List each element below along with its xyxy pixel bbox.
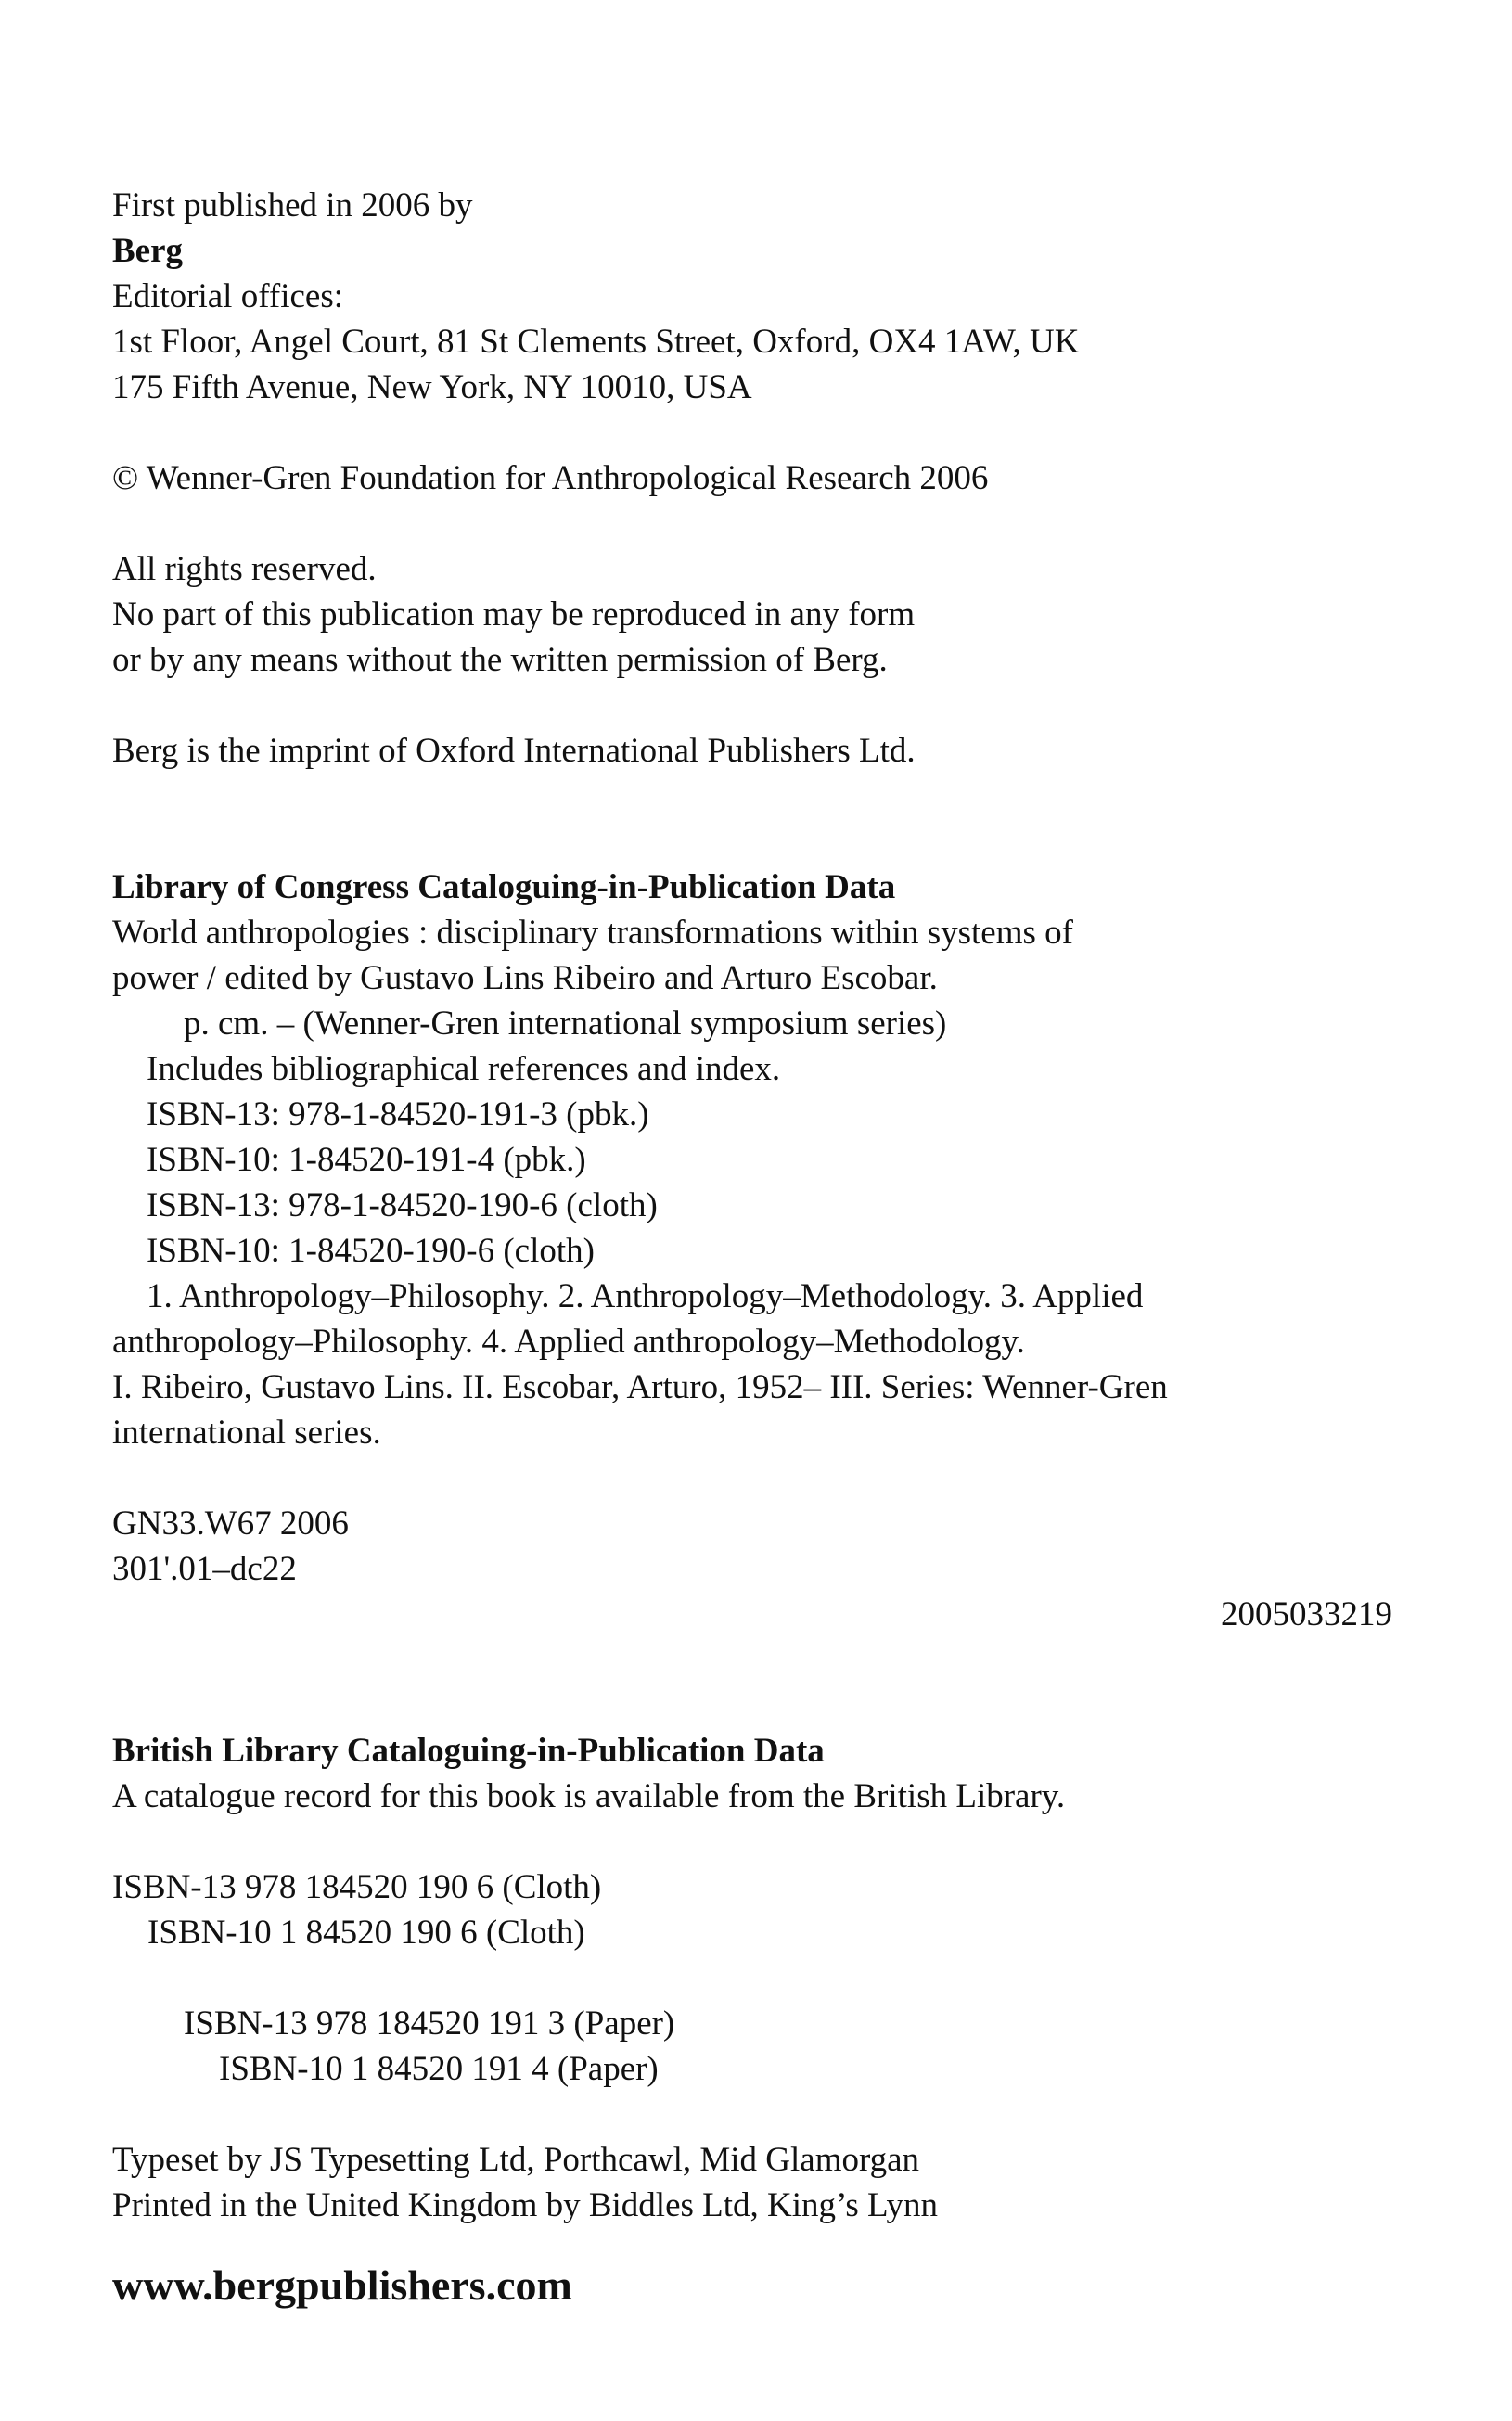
isbn-cloth-13: ISBN-13 978 184520 190 6 (Cloth) xyxy=(112,1868,602,1906)
loc-title-line-2: power / edited by Gustavo Lins Ribeiro and Arturo Escobar. xyxy=(112,959,938,997)
loc-pages-series: p. cm. – (Wenner-Gren international symposium series) xyxy=(184,1005,947,1043)
bl-record-line: A catalogue record for this book is available from the British Library. xyxy=(112,1777,1066,1815)
loc-isbn-line: ISBN-13: 978-1-84520-190-6 (cloth) xyxy=(147,1186,658,1224)
copyright-line: © Wenner-Gren Foundation for Anthropological Research 2006 xyxy=(112,459,989,497)
typeset-line: Typeset by JS Typesetting Ltd, Porthcawl, Mid Glamorgan xyxy=(112,2141,920,2179)
rights-line-3: or by any means without the written permission of Berg. xyxy=(112,641,888,679)
bl-cip-heading: British Library Cataloguing-in-Publication Data xyxy=(112,1732,825,1770)
first-published-line: First published in 2006 by xyxy=(112,186,473,224)
loc-subjects-line-1: 1. Anthropology–Philosophy. 2. Anthropology–Methodology. 3. Applied xyxy=(147,1277,1144,1315)
loc-includes: Includes bibliographical references and index. xyxy=(147,1050,781,1088)
publisher-website-link[interactable]: www.bergpublishers.com xyxy=(112,2261,572,2309)
publisher-name: Berg xyxy=(112,232,184,270)
isbn-paper-10: ISBN-10 1 84520 191 4 (Paper) xyxy=(219,2050,659,2088)
printed-line: Printed in the United Kingdom by Biddles Ltd, King’s Lynn xyxy=(112,2186,939,2224)
address-uk: 1st Floor, Angel Court, 81 St Clements Street, Oxford, OX4 1AW, UK xyxy=(112,323,1080,361)
loc-title-line-1: World anthropologies : disciplinary transformations within systems of xyxy=(112,914,1073,952)
loc-isbn-line: ISBN-10: 1-84520-191-4 (pbk.) xyxy=(147,1141,586,1179)
address-us: 175 Fifth Avenue, New York, NY 10010, USA xyxy=(112,368,752,406)
rights-line-2: No part of this publication may be reproduced in any form xyxy=(112,596,916,634)
isbn-paper-13: ISBN-13 978 184520 191 3 (Paper) xyxy=(184,2005,675,2043)
loc-lccn: 2005033219 xyxy=(1221,1595,1392,1633)
rights-line-1: All rights reserved. xyxy=(112,550,377,588)
editorial-offices-label: Editorial offices: xyxy=(112,277,343,315)
loc-added-entries-line-1: I. Ribeiro, Gustavo Lins. II. Escobar, Arturo, 1952– III. Series: Wenner-Gren xyxy=(112,1368,1168,1406)
loc-dewey: 301'.01–dc22 xyxy=(112,1550,297,1588)
loc-subjects-line-2: anthropology–Philosophy. 4. Applied anthropology–Methodology. xyxy=(112,1323,1025,1361)
copyright-page xyxy=(112,183,1392,2313)
loc-added-entries-line-2: international series. xyxy=(112,1414,381,1452)
loc-call-number: GN33.W67 2006 xyxy=(112,1505,349,1543)
loc-isbn-line: ISBN-13: 978-1-84520-191-3 (pbk.) xyxy=(147,1095,649,1134)
loc-cip-heading: Library of Congress Cataloguing-in-Publication Data xyxy=(112,868,896,906)
loc-isbn-line: ISBN-10: 1-84520-190-6 (cloth) xyxy=(147,1232,595,1270)
imprint-line: Berg is the imprint of Oxford International Publishers Ltd. xyxy=(112,732,916,770)
isbn-cloth-10: ISBN-10 1 84520 190 6 (Cloth) xyxy=(147,1914,585,1952)
